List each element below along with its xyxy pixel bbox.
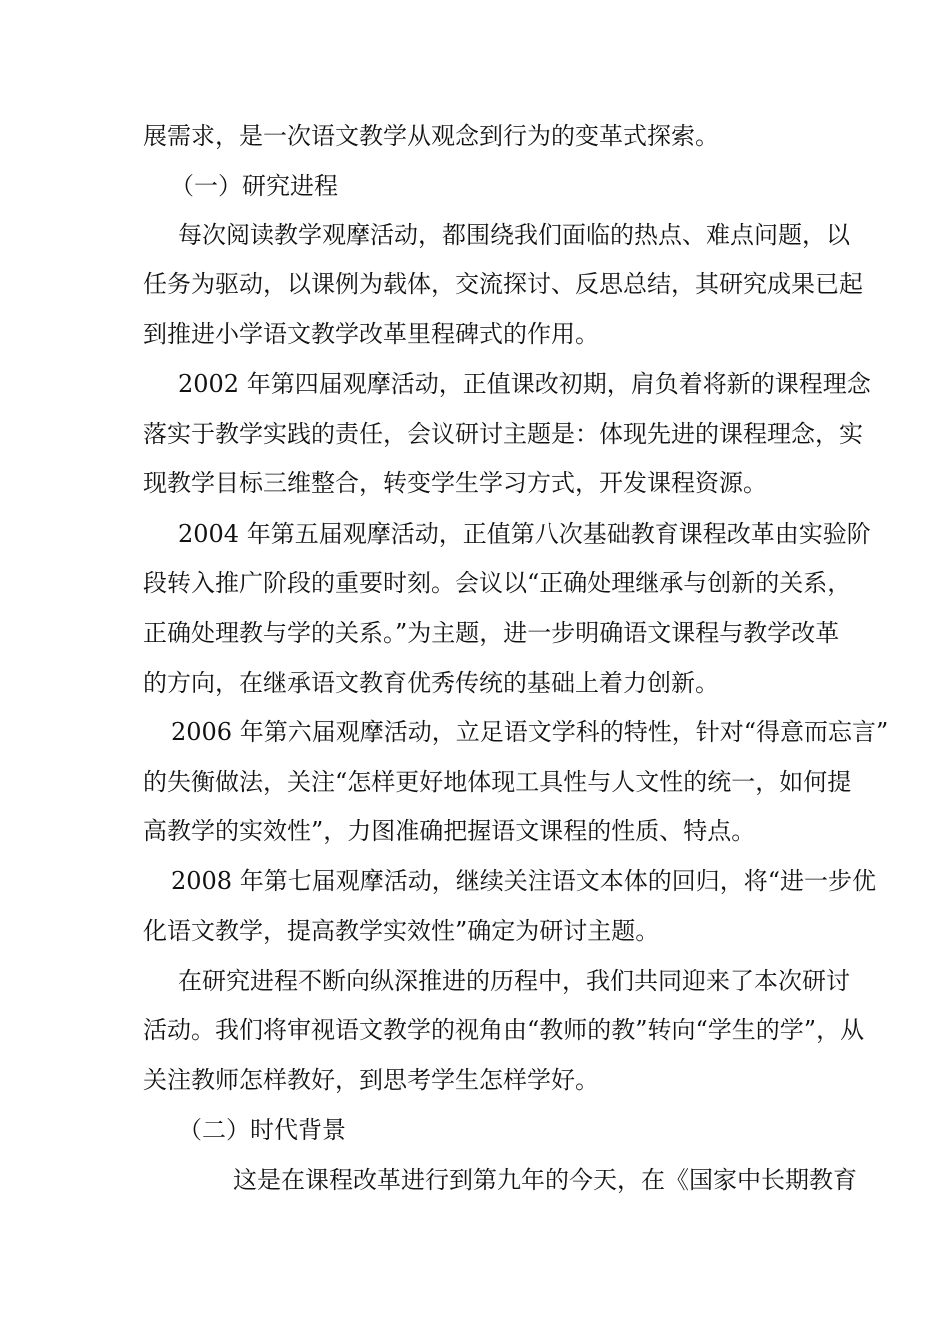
text-line: 的方向，在继承语文教育优秀传统的基础上着力创新。: [143, 669, 719, 697]
section-heading: （一）研究进程: [170, 172, 338, 200]
text-line: 每次阅读教学观摩活动，都围绕我们面临的热点、难点问题，以: [178, 221, 850, 249]
text-line: 任务为驱动，以课例为载体，交流探讨、反思总结，其研究成果已起: [143, 270, 863, 298]
text-line: 2002 年第四届观摩活动，正值课改初期，肩负着将新的课程理念: [178, 370, 871, 398]
text-line: 2006 年第六届观摩活动，立足语文学科的特性，针对“得意而忘言”: [171, 718, 889, 746]
text-line: 2004 年第五届观摩活动，正值第八次基础教育课程改革由实验阶: [178, 520, 871, 548]
text-line: 现教学目标三维整合，转变学生学习方式，开发课程资源。: [143, 469, 767, 497]
text-line: 在研究进程不断向纵深推进的历程中，我们共同迎来了本次研讨: [178, 967, 850, 995]
section-heading: （二）时代背景: [178, 1116, 346, 1144]
text-line: 2008 年第七届观摩活动，继续关注语文本体的回归，将“进一步优: [171, 867, 876, 895]
text-line: 化语文教学，提高教学实效性”确定为研讨主题。: [143, 917, 660, 945]
text-line: 到推进小学语文教学改革里程碑式的作用。: [143, 320, 599, 348]
text-line: 关注教师怎样教好，到思考学生怎样学好。: [143, 1066, 599, 1094]
text-line: 展需求，是一次语文教学从观念到行为的变革式探索。: [143, 122, 719, 150]
text-line: 高教学的实效性”，力图准确把握语文课程的性质、特点。: [143, 817, 756, 845]
text-line: 段转入推广阶段的重要时刻。会议以“正确处理继承与创新的关系，: [143, 569, 852, 597]
text-line: 落实于教学实践的责任，会议研讨主题是：体现先进的课程理念，实: [143, 420, 863, 448]
text-line: 正确处理教与学的关系。”为主题，进一步明确语文课程与教学改革: [143, 619, 840, 647]
text-line: 这是在课程改革进行到第九年的今天，在《国家中长期教育: [233, 1166, 857, 1194]
text-line: 的失衡做法，关注“怎样更好地体现工具性与人文性的统一，如何提: [143, 768, 852, 796]
text-line: 活动。我们将审视语文教学的视角由“教师的教”转向“学生的学”，从: [143, 1016, 865, 1044]
